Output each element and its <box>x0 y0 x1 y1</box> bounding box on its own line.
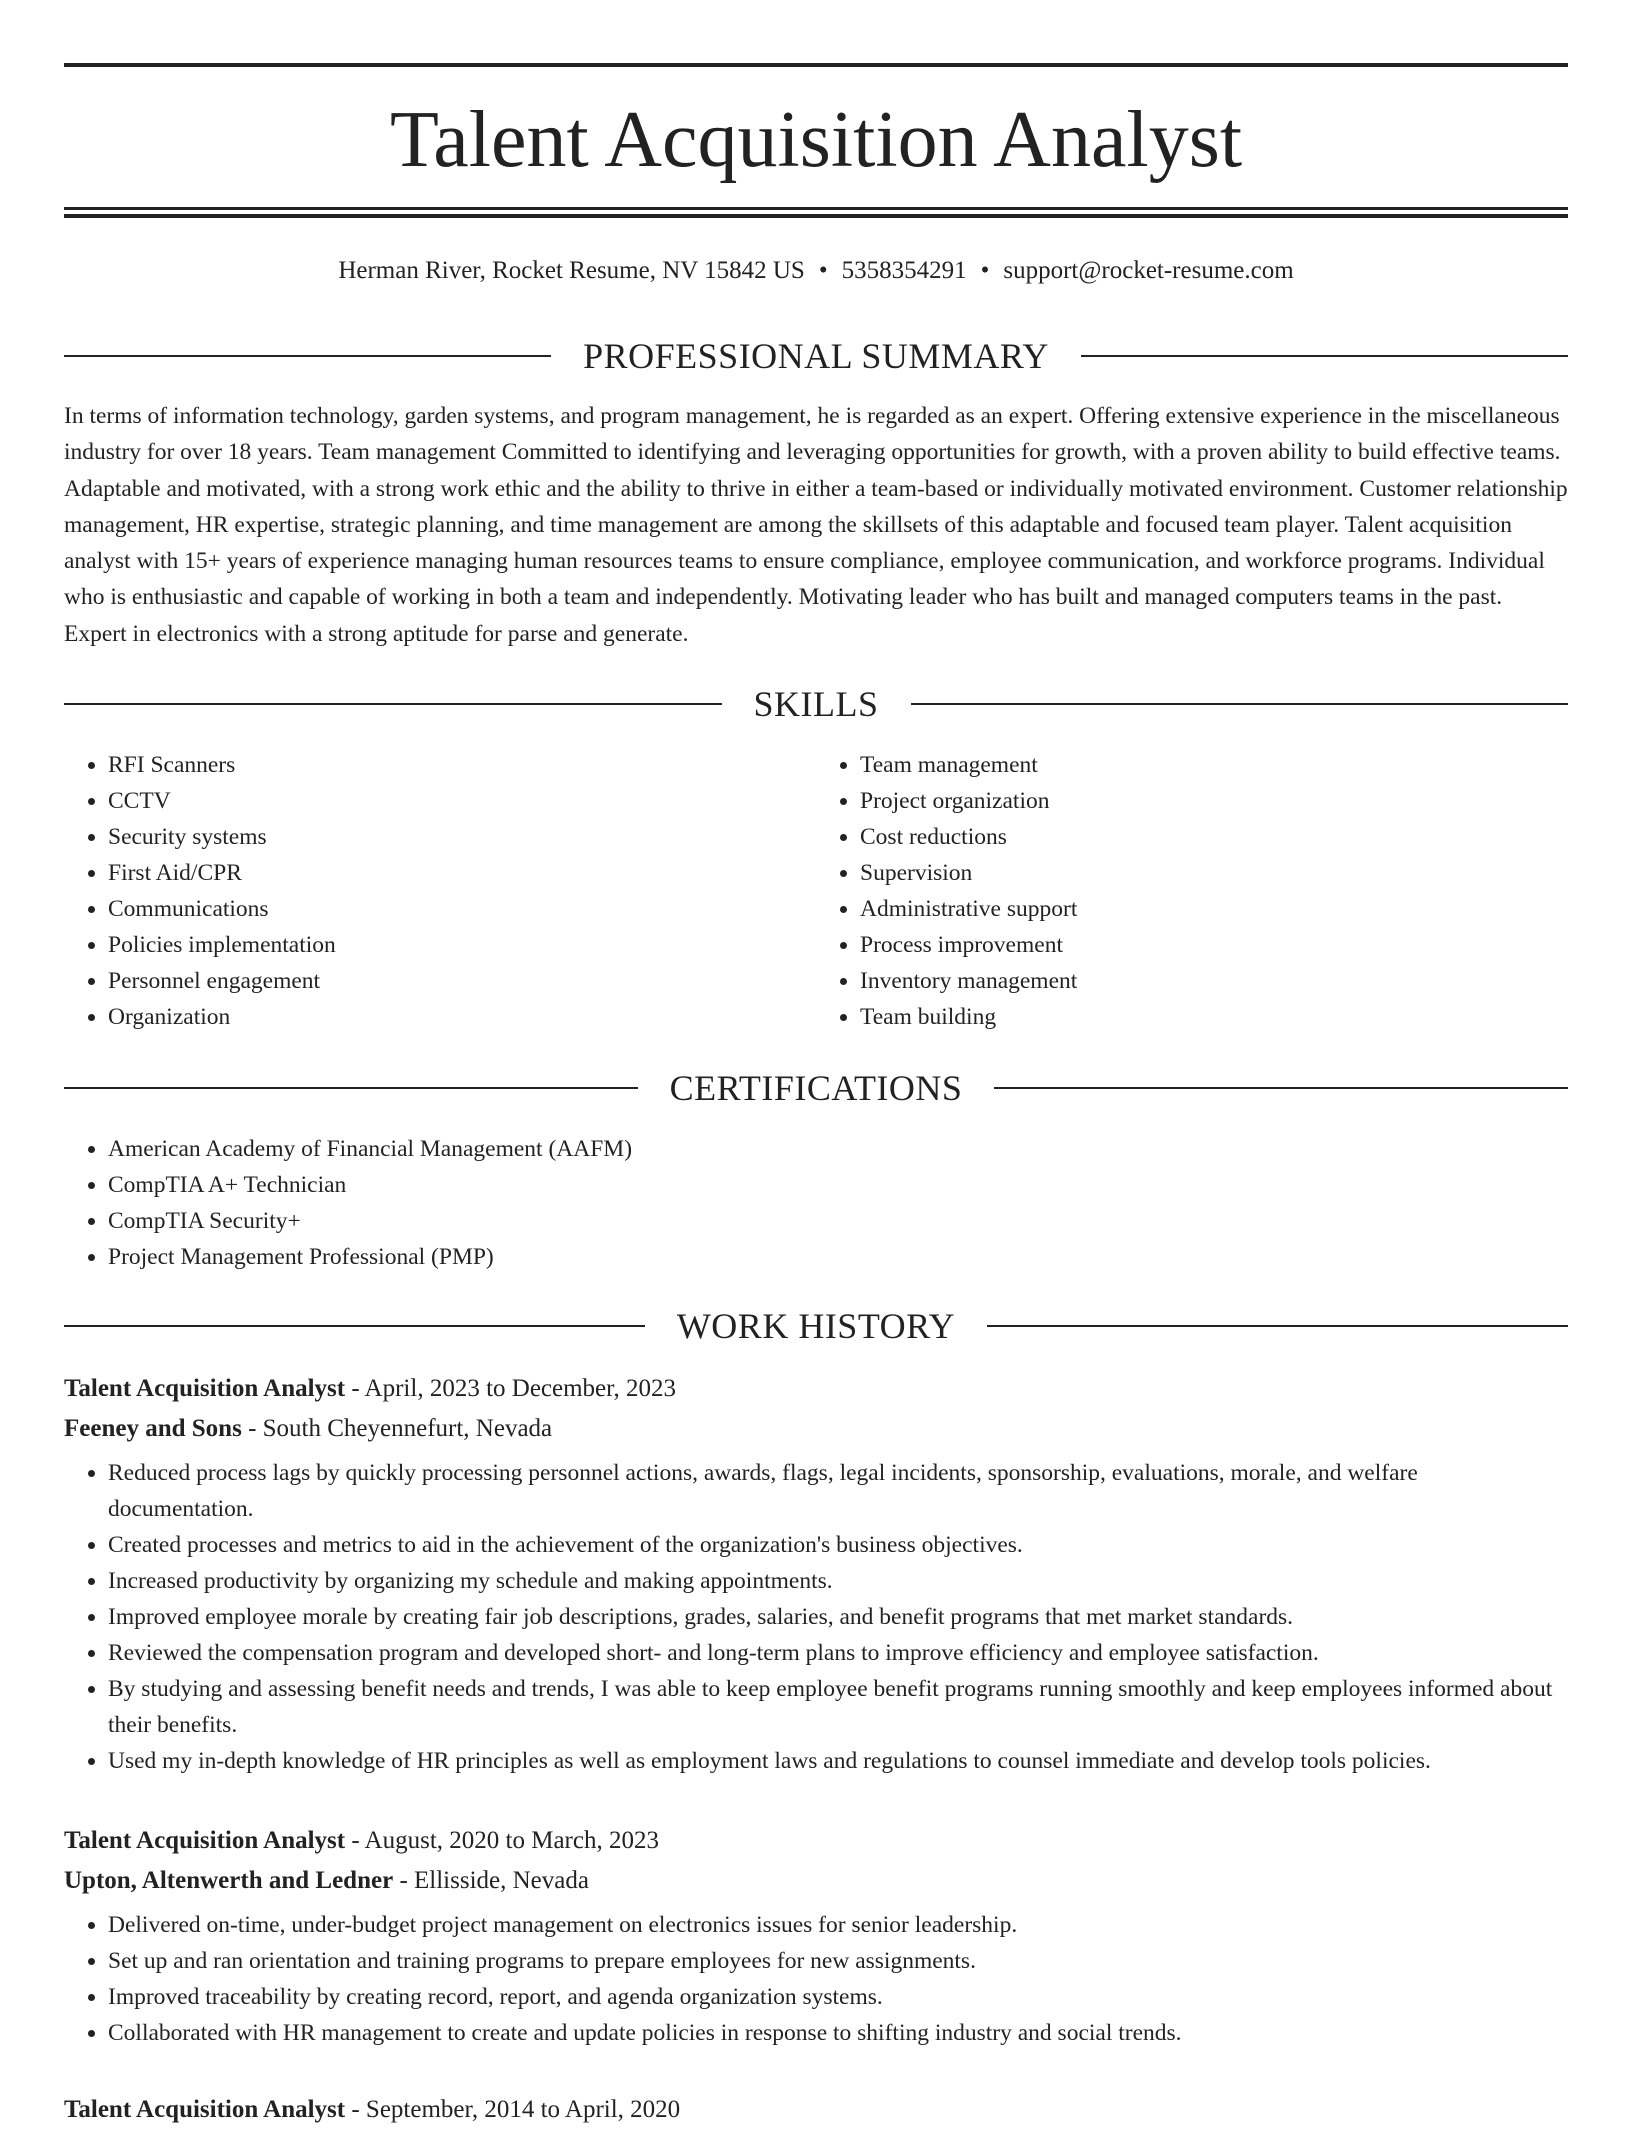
work-history-title: WORK HISTORY <box>676 1306 956 1346</box>
skill-item: • Security systems <box>108 819 816 855</box>
summary-title: PROFESSIONAL SUMMARY <box>583 336 1049 376</box>
job-bullet: • Reviewed the compensation program and developed short- and long-term plans to improve efficiency and employee satisfaction. <box>108 1635 1568 1671</box>
certifications-title: CERTIFICATIONS <box>669 1068 963 1108</box>
contact-email: support@rocket-resume.com <box>1003 257 1294 284</box>
job-location: - South Cheyennefurt, Nevada <box>241 1415 553 1442</box>
job-location: - Ellisside, Nevada <box>393 1867 589 1894</box>
job-bullet: • Collaborated with HR management to create and update policies in response to shifting industry and social trends. <box>108 2015 1568 2051</box>
skill-item: • Personnel engagement <box>108 963 816 999</box>
job-bullet: • Created processes and metrics to aid in the achievement of the organization's business objectives. <box>108 1527 1568 1563</box>
job-entry <box>64 2090 1568 2130</box>
job-bullet: • Delivered on-time, under-budget project management on electronics issues for senior leadership. <box>108 1907 1568 1943</box>
resume-title: Talent Acquisition Analyst <box>389 96 1243 184</box>
certification-item: • American Academy of Financial Management (AAFM) <box>108 1131 1568 1167</box>
job-bullets <box>64 1455 1568 1779</box>
job-company-line <box>64 1409 1568 1449</box>
heading-rule-right <box>1081 355 1568 357</box>
certifications-list <box>64 1131 1568 1275</box>
contact-line <box>64 254 1568 288</box>
skill-item: • Team management <box>860 747 1568 783</box>
job-company: Feeney and Sons <box>64 1415 242 1442</box>
job-bullet: • Increased productivity by organizing my schedule and making appointments. <box>108 1563 1568 1599</box>
skill-item: • Organization <box>108 999 816 1035</box>
skill-item: • Policies implementation <box>108 927 816 963</box>
skill-item: • Supervision <box>860 855 1568 891</box>
job-dates: - April, 2023 to December, 2023 <box>345 1375 676 1402</box>
job-bullet: • By studying and assessing benefit needs and trends, I was able to keep employee benefit programs running smoothly and keep employees informed about their benefits. <box>108 1671 1568 1743</box>
heading-rule-left <box>64 703 722 705</box>
heading-rule-right <box>911 703 1569 705</box>
job-bullet: • Reduced process lags by quickly processing personnel actions, awards, flags, legal incidents, sponsorship, evaluations, morale, and welfare documentation. <box>108 1455 1568 1527</box>
job-title-line <box>64 2090 1568 2130</box>
job-role: Talent Acquisition Analyst <box>64 1375 346 1402</box>
skill-item: • Communications <box>108 891 816 927</box>
contact-address: Herman River, Rocket Resume, NV 15842 US <box>338 257 805 284</box>
skill-item: • Process improvement <box>860 927 1568 963</box>
heading-rule-right <box>987 1325 1568 1327</box>
certifications-section <box>64 1131 1568 1275</box>
certification-item: • CompTIA Security+ <box>108 1203 1568 1239</box>
certification-item: • CompTIA A+ Technician <box>108 1167 1568 1203</box>
job-title-line <box>64 1821 1568 1861</box>
job-company-line <box>64 1861 1568 1901</box>
skill-item: • Team building <box>860 999 1568 1035</box>
skill-item: • Cost reductions <box>860 819 1568 855</box>
contact-separator: • <box>980 257 990 284</box>
job-entry <box>64 1369 1568 1779</box>
heading-rule-left <box>64 1325 645 1327</box>
job-bullet: • Improved traceability by creating record, report, and agenda organization systems. <box>108 1979 1568 2015</box>
heading-rule-left <box>64 355 551 357</box>
job-dates: - August, 2020 to March, 2023 <box>345 1827 659 1854</box>
job-bullet: • Used my in-depth knowledge of HR principles as well as employment laws and regulations to counsel immediate and develop tools policies. <box>108 1743 1568 1779</box>
job-bullets <box>64 1907 1568 2051</box>
skill-item: • Administrative support <box>860 891 1568 927</box>
job-dates: - September, 2014 to April, 2020 <box>345 2096 681 2123</box>
heading-rule-right <box>994 1087 1568 1089</box>
certifications-heading <box>64 1066 1568 1110</box>
skills-list-left <box>64 747 816 1035</box>
certification-item: • Project Management Professional (PMP) <box>108 1239 1568 1275</box>
header-double-rule <box>64 207 1568 218</box>
job-entry <box>64 1821 1568 2051</box>
job-company: Upton, Altenwerth and Ledner <box>64 1867 394 1894</box>
skill-item: • First Aid/CPR <box>108 855 816 891</box>
skills-title: SKILLS <box>753 684 879 724</box>
job-bullet: • Improved employee morale by creating fair job descriptions, grades, salaries, and benefit programs that met market standards. <box>108 1599 1568 1635</box>
summary-heading <box>64 334 1568 378</box>
header-top-rule <box>64 63 1568 67</box>
heading-rule-left <box>64 1087 638 1089</box>
skills-columns <box>64 747 1568 1035</box>
contact-separator: • <box>818 257 828 284</box>
skill-item: • Inventory management <box>860 963 1568 999</box>
job-role: Talent Acquisition Analyst <box>64 2096 346 2123</box>
skills-heading <box>64 682 1568 726</box>
skill-item: • Project organization <box>860 783 1568 819</box>
job-title-line <box>64 1369 1568 1409</box>
job-bullet: • Set up and ran orientation and training programs to prepare employees for new assignments. <box>108 1943 1568 1979</box>
contact-phone: 5358354291 <box>841 257 967 284</box>
job-role: Talent Acquisition Analyst <box>64 1827 346 1854</box>
work-history-heading <box>64 1304 1568 1348</box>
skill-item: • RFI Scanners <box>108 747 816 783</box>
skills-list-right <box>816 747 1568 1035</box>
summary-text: In terms of information technology, garden systems, and program management, he is regarded as an expert. Offering extensive experience in the miscellaneous industry for over 18 years. Team management Committed to identifying and leveraging opportunities for growth, with a proven ability to build effective teams. Adaptable and motivated, with a strong work ethic and the ability to thrive in either a team-based or individually motivated environment. Customer relationship management, HR expertise, strategic planning, and time management are among the skillsets of this adaptable and focused team player. Talent acquisition analyst with 15+ years of experience managing human resources teams to ensure compliance, employee communication, and workforce programs. Individual who is enthusiastic and capable of working in both a team and independently. Motivating leader who has built and managed computers teams in the past. Expert in electronics with a strong aptitude for parse and generate. <box>64 403 1568 647</box>
skill-item: • CCTV <box>108 783 816 819</box>
